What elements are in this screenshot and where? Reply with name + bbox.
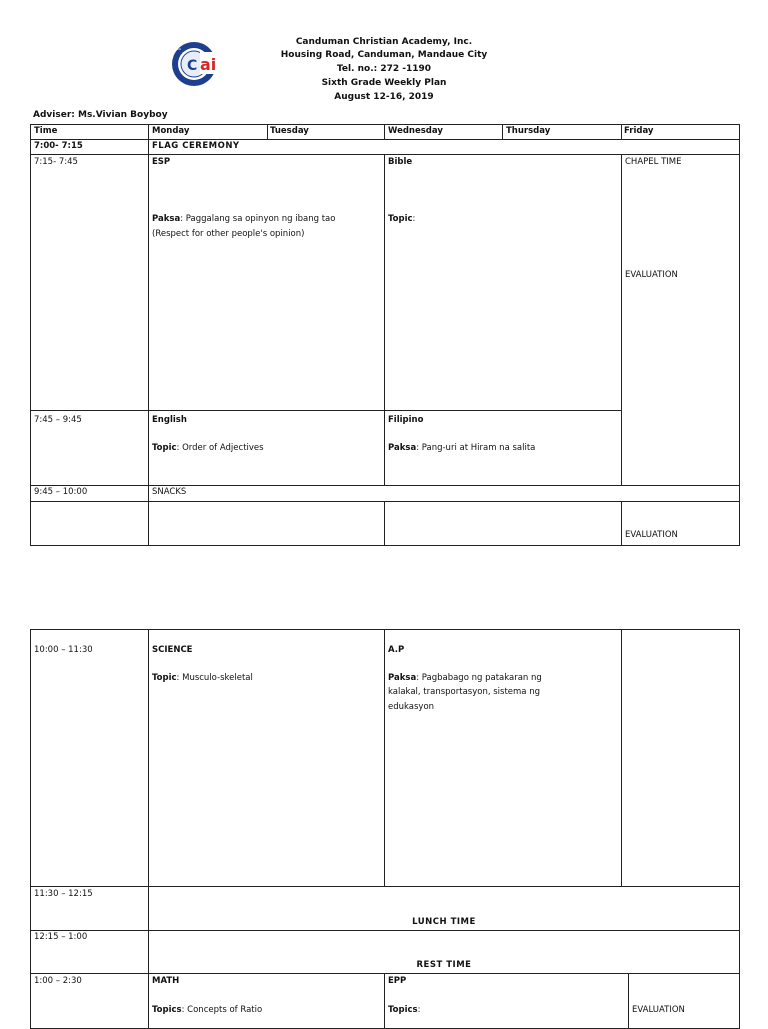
evaluation-friday-2: EVALUATION [625, 530, 678, 540]
english-topic-label: Topic [152, 443, 177, 453]
adviser: Adviser: Ms.Vivian Boyboy [33, 110, 168, 120]
rest-time: REST TIME [416, 960, 472, 970]
science-topic [152, 672, 253, 685]
plan-dates: August 12-16, 2019 [334, 92, 434, 102]
school-name: Canduman Christian Academy, Inc. [295, 37, 473, 47]
lunch-time: LUNCH TIME [412, 917, 476, 927]
flag-time: 7:00- 7:15 [34, 141, 83, 151]
bible-topic [388, 213, 415, 226]
svg-text:ai: ai [200, 55, 217, 74]
bible-topic-label: Topic [388, 214, 413, 224]
epp-topic-value: : [417, 1005, 421, 1015]
row-time-715: 7:15- 7:45 [34, 157, 78, 167]
snacks: SNACKS [152, 487, 187, 497]
school-logo [170, 40, 224, 88]
header-time: Time [34, 126, 58, 136]
lunch-time-slot: 11:30 – 12:15 [34, 889, 93, 899]
header-wednesday: Wednesday [388, 126, 443, 136]
evaluation-friday-3: EVALUATION [632, 1005, 685, 1015]
weekly-plan-table-1 [30, 124, 740, 546]
school-tel: Tel. no.: 272 -1190 [336, 64, 432, 74]
esp-paksa-translation: (Respect for other people's opinion) [152, 229, 305, 239]
header-tuesday: Tuesday [270, 126, 309, 136]
ap-paksa [388, 672, 542, 685]
epp-topic [388, 1004, 420, 1017]
school-address: Housing Road, Canduman, Mandaue City [280, 50, 488, 60]
evaluation-friday-1: EVALUATION [625, 270, 678, 280]
bible-topic-value: : [412, 214, 416, 224]
rest-time-slot: 12:15 – 1:00 [34, 932, 88, 942]
filipino-paksa [388, 442, 535, 455]
header-thursday: Thursday [506, 126, 551, 136]
ap-paksa-label: Paksa [388, 673, 417, 683]
english-topic [152, 442, 264, 455]
logo-text: CCAI [174, 47, 182, 51]
row-time-1000: 10:00 – 11:30 [34, 645, 93, 655]
ap-paksa-line2: kalakal, transportasyon, sistema ng [388, 687, 540, 697]
bible-title: Bible [388, 157, 413, 167]
math-topic-label: Topics [152, 1005, 182, 1015]
chapel-time: CHAPEL TIME [625, 157, 682, 167]
row-time-100: 1:00 – 2:30 [34, 976, 82, 986]
science-title: SCIENCE [152, 645, 193, 655]
math-topic-value: : Concepts of Ratio [181, 1005, 263, 1015]
svg-text:C: C [187, 58, 198, 74]
science-topic-label: Topic [152, 673, 177, 683]
epp-title: EPP [388, 976, 407, 986]
header-friday: Friday [624, 126, 654, 136]
ap-paksa-line3: edukasyon [388, 702, 435, 712]
esp-paksa-label: Paksa [152, 214, 181, 224]
ap-title: A.P [388, 645, 405, 655]
esp-title: ESP [152, 157, 171, 167]
english-title: English [152, 415, 187, 425]
filipino-title: Filipino [388, 415, 424, 425]
snacks-time: 9:45 – 10:00 [34, 487, 88, 497]
science-topic-value: : Musculo-skeletal [176, 673, 253, 683]
esp-paksa [152, 213, 335, 226]
plan-title: Sixth Grade Weekly Plan [321, 78, 447, 88]
filipino-paksa-value: : Pang-uri at Hiram na salita [416, 443, 536, 453]
filipino-paksa-label: Paksa [388, 443, 417, 453]
flag-ceremony: FLAG CEREMONY [152, 141, 240, 151]
math-title: MATH [152, 976, 180, 986]
english-topic-value: : Order of Adjectives [176, 443, 264, 453]
math-topic [152, 1004, 262, 1017]
esp-paksa-value: : Paggalang sa opinyon ng ibang tao [180, 214, 336, 224]
row-time-745: 7:45 – 9:45 [34, 415, 82, 425]
ap-paksa-value: : Pagbabago ng patakaran ng [416, 673, 542, 683]
header-monday: Monday [152, 126, 190, 136]
epp-topic-label: Topics [388, 1005, 418, 1015]
